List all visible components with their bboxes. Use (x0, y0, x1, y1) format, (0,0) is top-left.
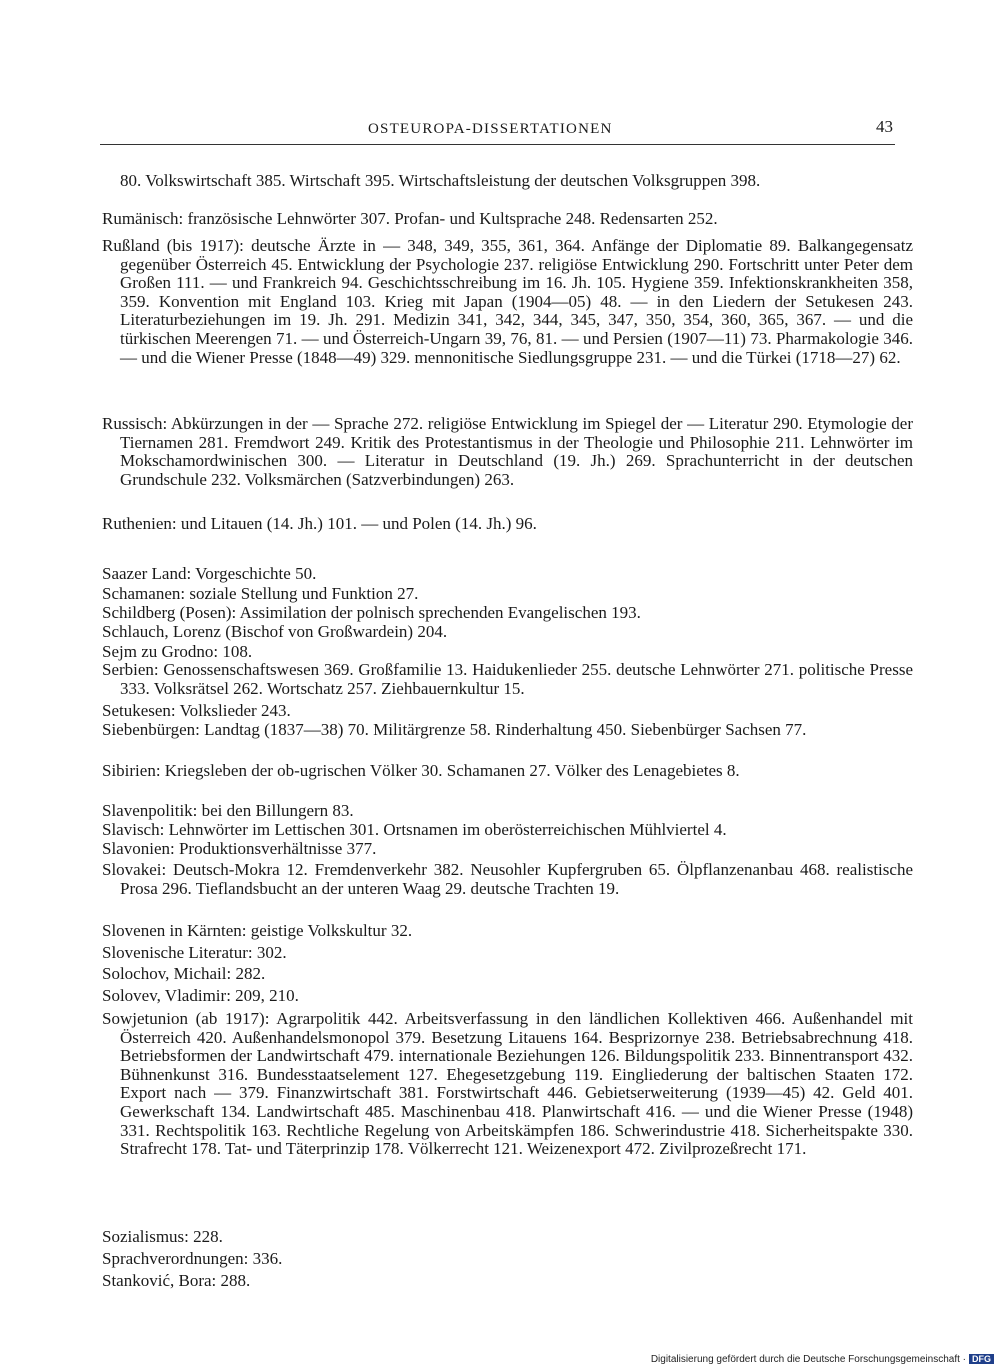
index-entry-sibirien: Sibirien: Kriegsleben der ob-ugrischen Völker 30. Schamanen 27. Völker des Lenagebietes 8. (102, 761, 740, 780)
header-title: OSTEUROPA-DISSERTATIONEN (368, 121, 613, 137)
dfg-logo: DFG (969, 1354, 994, 1364)
index-entry-russisch: Russisch: Abkürzungen in der — Sprache 272. religiöse Entwicklung im Spiegel der — Literatur 290. Etymologie der Tiernamen 281. Fremdwort 249. Kritik des Protestantismus in der Theologie und Philosophie 211. Lehnwörter im Mokschamordwinischen 300. — Literatur in Deutschland (19. Jh.) 269. Sprachunterricht in der deutschen Grundschule 232. Volksmärchen (Satzverbindungen) 263. (102, 414, 913, 489)
index-entry-slavenpolitik: Slavenpolitik: bei den Billungern 83. (102, 801, 354, 820)
index-entry-russland: Rußland (bis 1917): deutsche Ärzte in — 348, 349, 355, 361, 364. Anfänge der Diplomatie 89. Balkangegensatz gegenüber Österreich 45. Entwicklung der Psychologie 237. religiöse Entwicklung 290. Fortschritt unter Peter dem Großen 111. — und Frankreich 94. Geschichtsschreibung im 16. Jh. 105. Hygiene 359. Infektionskrankheiten 358, 359. Konvention mit England 103. Krieg mit Japan (1904—05) 48. — in den Liedern der Setukesen 243. Literaturbeziehungen im 19. Jh. 291. Medizin 341, 342, 344, 345, 347, 350, 354, 360, 365, 367. — und die türkischen Meerengen 71. — und Österreich-Ungarn 39, 76, 81. — und Persien (1907—11) 73. Pharmakologie 346. — und die Wiener Presse (1848—49) 329. mennonitische Siedlungsgruppe 231. — und die Türkei (1718—27) 62. (102, 236, 913, 367)
digitization-credit (651, 1354, 994, 1365)
index-entry-sejm: Sejm zu Grodno: 108. (102, 642, 253, 661)
index-entry-stankovic: Stanković, Bora: 288. (102, 1271, 251, 1290)
index-entry-slavisch: Slavisch: Lehnwörter im Lettischen 301. Ortsnamen im oberösterreichischen Mühlviertel 4. (102, 820, 727, 839)
index-entry-rumaenisch: Rumänisch: französische Lehnwörter 307. Profan- und Kultsprache 248. Redensarten 252. (102, 209, 718, 228)
page-number: 43 (876, 117, 893, 136)
index-entry-slavonien: Slavonien: Produktionsverhältnisse 377. (102, 839, 377, 858)
index-entry-setukesen: Setukesen: Volkslieder 243. (102, 701, 291, 720)
index-entry-solovev: Solovev, Vladimir: 209, 210. (102, 986, 299, 1005)
index-entry-sprachverordnungen: Sprachverordnungen: 336. (102, 1249, 283, 1268)
index-entry-slovakei: Slovakei: Deutsch-Mokra 12. Fremdenverkehr 382. Neusohler Kupfergruben 65. Ölpflanzenanbau 468. realistische Prosa 296. Tieflandsbucht an der unteren Waag 29. deutsche Trachten 19. (102, 860, 913, 898)
index-entry-schamanen: Schamanen: soziale Stellung und Funktion 27. (102, 584, 419, 603)
header-rule (100, 144, 895, 145)
running-header (100, 117, 895, 143)
index-entry-sozialismus: Sozialismus: 228. (102, 1227, 223, 1246)
index-entry-solochov: Solochov, Michail: 282. (102, 964, 266, 983)
index-entry-slovenen: Slovenen in Kärnten: geistige Volkskultur 32. (102, 921, 413, 940)
index-entry-siebenbuergen: Siebenbürgen: Landtag (1837—38) 70. Militärgrenze 58. Rinderhaltung 450. Siebenbürger Sachsen 77. (102, 720, 807, 739)
index-entry-schildberg: Schildberg (Posen): Assimilation der polnisch sprechenden Evangelischen 193. (102, 603, 641, 622)
index-entry-saazer-land: Saazer Land: Vorgeschichte 50. (102, 564, 317, 583)
index-entry-ruthenien: Ruthenien: und Litauen (14. Jh.) 101. — und Polen (14. Jh.) 96. (102, 514, 537, 533)
index-entry-serbien: Serbien: Genossenschaftswesen 369. Großfamilie 13. Haidukenlieder 255. deutsche Lehnwörter 271. politische Presse 333. Volksrätsel 262. Wortschatz 257. Ziehbauernkultur 15. (102, 660, 913, 698)
index-entry-sowjetunion: Sowjetunion (ab 1917): Agrarpolitik 442. Arbeitsverfassung in den ländlichen Kollektiven 466. Außenhandel mit Österreich 420. Außenhandelsmonopol 379. Besetzung Litauens 164. Besprizornye 238. Betriebsabrechnung 418. Betriebsformen der Landwirtschaft 479. internationale Beziehungen 126. Bildungspolitik 233. Binnentransport 432. Bühnenkunst 316. Bundesstaatselement 127. Ehegesetzgebung 119. Eingliederung der baltischen Staaten 172. Export nach — 379. Finanzwirtschaft 381. Forstwirtschaft 446. Gebietserweiterung (1939—45) 42. Geld 401. Gewerkschaft 134. Landwirtschaft 485. Maschinenbau 418. Planwirtschaft 416. — und die Wiener Presse (1948) 331. Rechtspolitik 163. Rechtliche Regelung von Arbeitskämpfen 186. Schwerindustrie 418. Sicherheitspakte 330. Strafrecht 178. Tat- und Täterprinzip 178. Völkerrecht 121. Weizenexport 472. Zivilprozeßrecht 171. (102, 1009, 913, 1159)
index-entry-schlauch: Schlauch, Lorenz (Bischof von Großwardein) 204. (102, 622, 448, 641)
index-entry-slovenische-literatur: Slovenische Literatur: 302. (102, 943, 287, 962)
index-entry-continuation: 80. Volkswirtschaft 385. Wirtschaft 395. Wirtschaftsleistung der deutschen Volksgruppen 398. (120, 171, 761, 190)
credit-text: Digitalisierung gefördert durch die Deutsche Forschungsgemeinschaft · (650, 1354, 966, 1365)
